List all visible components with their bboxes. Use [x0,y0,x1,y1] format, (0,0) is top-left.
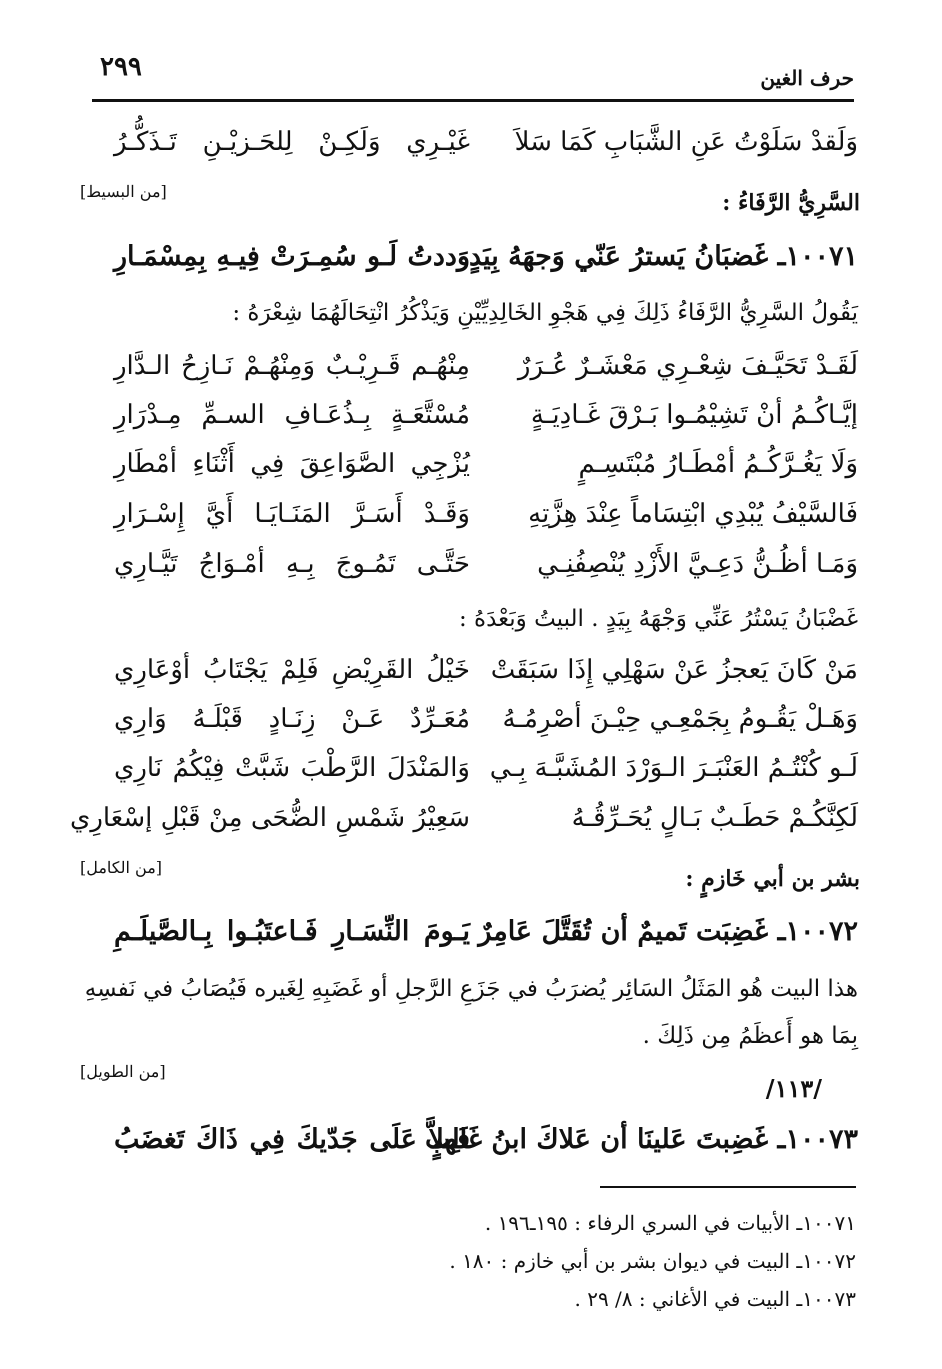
verse-first-hemistich: وَلَقدْ سَلَوْتُ عَنِ الشَّبَابِ كَمَا سَلاَ [514,127,858,157]
intro-paragraph: يَقُولُ السَّرِيُّ الرَّفَاءُ ذَلِكَ فِي هَجْوِ الخَالِدِيِّيْنِ وَيَذْكُرُ انْتِحَالَهُمَا شِعْرَهُ : [232,300,858,326]
verse-first-hemistich: وَلَا يَغُـرَّكُـمُ أمْطَـارُ مُبْتَسِـمٍ [578,449,858,479]
verse-second-hemistich: وَقَـدْ أَسَـرَّ المَنَـايَـا أَيَّ إِسْـرَارِ [114,499,470,529]
verse-line [69,796,858,844]
verse-line [86,393,858,441]
verse-second-hemistich: فَهلاَّ عَلَى جَدّيكَ فِي ذَاكَ تَغضَبُ [114,1124,470,1155]
footnote: ١٠٠٧٢ـ البيت في ديوان بشر بن أبي خازم : ١٨٠ . [449,1249,856,1273]
poet-name: السَّرِيُّ الرَّفَاءُ : [722,190,860,216]
verse-first-hemistich: لَكِنَّكُـمْ حَطَـبٌ بَـالٍ يُحَـرِّقُـهُ [571,803,858,833]
verse-line [86,344,858,392]
verse-second-hemistich: مُعَـرِّدٌ عَـنْ زِنَـادٍ قَبْلَـهُ وَارِي [114,704,470,734]
verse-second-hemistich: يُزْجِي الصَّوَاعِقَ فِي أَثْنَاءِ أمْطَارِ [114,449,470,479]
verse-line [86,442,858,490]
meter-tag: [من الكامل] [80,858,163,877]
verse-second-hemistich: يَـومَ النِّسَـارِ فَـاعتَبُـوا بِـالصَّيلَـمِ [114,916,470,947]
verse-first-hemistich: ١٠٠٧٢ـ غَضِبَت تَميمٌ أن تُقَتَّلَ عَامِرٌ [478,916,858,947]
verse-first-hemistich: ١٠٠٧٣ـ غَضِبتَ عَلينَا أن عَلاكَ ابنُ غَالِبٍ [424,1124,858,1155]
page-number: ٢٩٩ [100,52,142,82]
footnote: ١٠٠٧١ـ الأبيات في السري الرفاء : ١٩٥ـ١٩٦ . [484,1211,856,1235]
meter-tag: [من الطويل] [80,1062,166,1081]
commentary-paragraph: هذا البيت هُو المَثَلُ السَائِر يُضرَبُ في جَزَعِ الرَّجلِ أو غَضَبِهِ لِغَيره فَيُصَابُ في نَفسِهِ بِمَا هو أَعظَمُ مِن ذَلِكَ . [84,976,858,1049]
verse-second-hemistich: غَيْـرِي وَلَكِـنْ لِلحَـزيْـنِ تَـذَكُّـرُ [114,127,470,157]
poet-heading [80,182,860,230]
verse-line [86,542,858,590]
verse-second-hemistich: وَددتُ لَـو سُمِـرَتْ فِيـهِ بِمِسْمَـارِ [114,241,470,272]
verse-first-hemistich: إيَّـاكُـمُ أنْ تَشِيْمُـوا بَـرْقَ غَـادِيَـةٍ [530,400,858,430]
verse-second-hemistich: مُسْتَّعَـةٍ بِـذُعَـافِ السـمِّ مِـدْرَارِ [114,400,470,430]
numbered-verse [86,1118,858,1166]
continuation-paragraph: غَضْبَانُ يَسْتُرُ عَنِّي وَجْهَهُ بِيَدٍ . البيتُ وَبَعْدَهُ : [458,606,858,632]
verse-second-hemistich: وَالمَنْدَلَ الرَّطْبَ شَبَّتْ فِيْكُمُ نَارِي [114,753,470,783]
meter-tag: [من البسيط] [80,182,167,201]
verse-first-hemistich: وَمَـا أظُـنُّ دَعِـيَّ الأَزْدِ يُنْصِفُنِـي [537,549,858,579]
numbered-verse [86,910,858,958]
footnote-separator [600,1186,856,1188]
numbered-verse [86,235,858,283]
verse-line [86,697,858,745]
footnote: ١٠٠٧٣ـ البيت في الأغاني : ٨/ ٢٩ . [574,1287,856,1311]
header-rule [92,99,854,102]
verse-first-hemistich: مَنْ كَانَ يَعجزُ عَنْ سَهْلِي إِذَا سَبَقَتْ [490,655,858,685]
verse-first-hemistich: فَالسَّيْفُ يُبْدِي ابْتِسَاماً عِنْدَ هِزَّتِهِ [528,499,858,529]
verse-first-hemistich: ١٠٠٧١ـ غَضبَانُ يَسترُ عَنّي وَجهَهُ بِيَدٍ [468,241,858,272]
verse-second-hemistich: خَيْلُ القَرِيْضِ فَلِمْ يَجْتَابُ أوْعَارِي [114,655,470,685]
verse-second-hemistich: سَعِيْرُ شَمْسِ الضُّحَى مِنْ قَبْلِ إسْعَارِي [69,803,470,833]
poet-name: بشر بن أبي خَازمٍ : [685,866,860,892]
manuscript-folio-mark: /١١٣/ [765,1074,822,1103]
verse-line [86,648,858,696]
reference-line [80,1062,860,1106]
verse-first-hemistich: لَـو كُنْتُـمُ العَنْبَـرَ الـوَرْدَ المُشَبَّـهَ بِـي [489,753,858,783]
verse-second-hemistich: مِنْهُـم قَـرِيْـبٌ وَمِنْهُـمْ نَـازِحُ الـدَّارِ [114,351,470,381]
verse-second-hemistich: حَتَّـى تَمُـوجَ بِـهِ أمْـوَاجُ تَيَّـارِي [114,549,470,579]
verse-line [86,746,858,794]
verse-first-hemistich: وَهَـلْ يَقُـومُ بِجَمْعِـي حِيْـنَ أصْرِمُـهُ [502,704,858,734]
verse-line [86,492,858,540]
running-title: حرف الغين [760,66,854,90]
verse-line [86,120,858,168]
verse-first-hemistich: لَقَـدْ تَحَيَّـفَ شِعْـرِي مَعْشَـرٌ عُـرَرٌ [517,351,858,381]
poet-heading [80,858,860,906]
